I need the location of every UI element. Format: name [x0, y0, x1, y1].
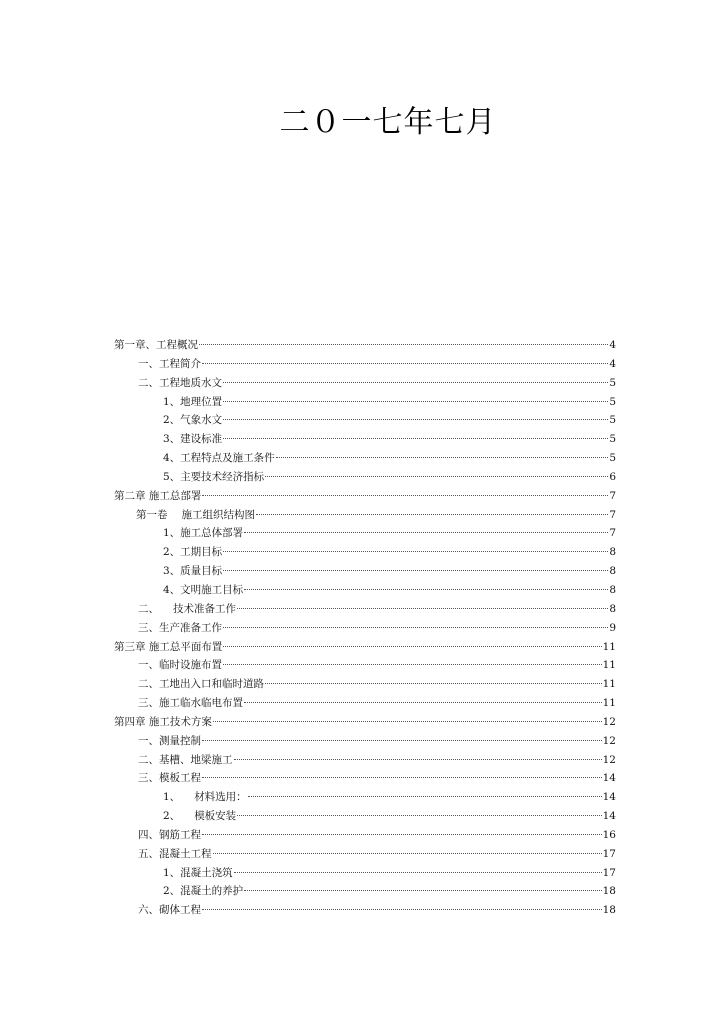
toc-entry-label-text: 模板安装 — [194, 810, 237, 823]
toc-entry-subsection[interactable] — [114, 562, 616, 581]
toc-entry-label: 二、工地出入口和临时道路 — [138, 678, 264, 691]
toc-entry-subsection[interactable] — [114, 430, 616, 449]
toc-leader-dots — [223, 382, 608, 383]
toc-page-number: 5 — [609, 414, 616, 427]
toc-entry-label-prefix: 2、 — [163, 810, 181, 823]
toc-entry-subsection[interactable] — [114, 788, 616, 807]
toc-leader-dots — [202, 363, 608, 364]
toc-leader-dots — [223, 438, 608, 439]
toc-entry-section[interactable] — [114, 374, 616, 393]
toc-leader-dots — [202, 495, 608, 496]
toc-entry-section[interactable] — [114, 751, 616, 770]
toc-page-number: 8 — [609, 565, 616, 578]
toc-page-number: 4 — [609, 357, 616, 370]
toc-entry-label — [136, 506, 255, 525]
toc-entry-label: 第一章、工程概况 — [114, 339, 198, 351]
toc-entry-section[interactable] — [114, 826, 616, 845]
toc-entry-label: 三、施工临水临电布置 — [138, 697, 243, 710]
toc-page-number: 14 — [602, 810, 616, 823]
toc-entry-chapter-4[interactable] — [114, 713, 616, 732]
toc-page-number: 11 — [602, 697, 616, 710]
toc-page-number: 11 — [602, 659, 616, 672]
toc-entry-label: 3、建设标准 — [163, 433, 223, 446]
toc-leader-dots — [276, 457, 609, 458]
toc-leader-dots — [244, 589, 608, 590]
toc-entry-subsection[interactable] — [114, 468, 616, 487]
toc-entry-label: 1、混凝土浇筑 — [163, 866, 233, 879]
toc-entry-chapter-3[interactable] — [114, 638, 616, 657]
toc-entry-label: 2、气象水文 — [163, 414, 223, 427]
toc-entry-subsection[interactable] — [114, 449, 616, 468]
toc-leader-dots — [202, 740, 602, 741]
toc-page-number: 8 — [609, 583, 616, 596]
toc-leader-dots — [237, 815, 601, 816]
toc-page-number: 4 — [609, 339, 616, 351]
toc-entry-label: 三、生产准备工作 — [138, 621, 222, 634]
toc-page-number: 5 — [609, 376, 616, 389]
toc-page-number: 14 — [602, 772, 616, 785]
toc-entry-label: 1、施工总体部署 — [163, 527, 244, 540]
toc-entry-label: 六、砌体工程 — [138, 904, 201, 917]
toc-entry-label: 第四章 施工技术方案 — [114, 715, 212, 728]
toc-entry-label: 一、测量控制 — [138, 734, 201, 747]
toc-page-number: 6 — [609, 470, 616, 483]
toc-entry-label: 二、基槽、地梁施工 — [138, 753, 233, 766]
toc-entry-label: 5、主要技术经济指标 — [163, 470, 265, 483]
toc-leader-dots — [237, 608, 608, 609]
toc-entry-label — [163, 807, 236, 826]
toc-entry-label: 一、工程简介 — [138, 357, 201, 370]
toc-page-number: 9 — [609, 621, 616, 634]
toc-entry-section[interactable] — [114, 675, 616, 694]
toc-page-number: 17 — [602, 866, 616, 879]
toc-page-number: 18 — [602, 885, 616, 898]
toc-leader-dots — [234, 759, 602, 760]
toc-entry-label: 4、文明施工目标 — [163, 583, 244, 596]
toc-entry-chapter-2[interactable] — [114, 487, 616, 506]
toc-leader-dots — [202, 777, 602, 778]
toc-entry-label-text: 施工组织结构图 — [181, 508, 255, 521]
toc-entry-subsection[interactable] — [114, 524, 616, 543]
toc-entry-label: 2、混凝土的养护 — [163, 885, 244, 898]
toc-entry-label: 2、工期目标 — [163, 546, 223, 559]
toc-leader-dots — [244, 890, 601, 891]
toc-page-number: 17 — [602, 847, 616, 860]
toc-leader-dots — [213, 721, 602, 722]
toc-leader-dots — [223, 627, 608, 628]
toc-entry-label-text: 技术准备工作 — [173, 602, 236, 615]
toc-leader-dots — [223, 646, 601, 647]
toc-entry-subsection[interactable] — [114, 882, 616, 901]
toc-page-number: 18 — [602, 904, 616, 917]
toc-entry-label: 4、工程特点及施工条件 — [163, 452, 275, 465]
toc-entry-label: 第二章 施工总部署 — [114, 489, 202, 502]
toc-page-number: 12 — [602, 753, 616, 766]
toc-entry-section[interactable] — [114, 600, 616, 619]
toc-entry-section[interactable] — [114, 506, 616, 525]
toc-entry-label: 三、模板工程 — [138, 772, 201, 785]
toc-leader-dots — [213, 853, 602, 854]
toc-page-number: 12 — [602, 715, 616, 728]
toc-page-number: 11 — [602, 678, 616, 691]
toc-entry-section[interactable] — [114, 769, 616, 788]
toc-entry-label-prefix: 第一卷 — [136, 508, 168, 521]
toc-page-number: 7 — [609, 508, 616, 521]
toc-entry-label: 五、混凝土工程 — [138, 847, 212, 860]
toc-page-number: 5 — [609, 452, 616, 465]
toc-entry-label-prefix: 1、 — [163, 791, 181, 804]
toc-entry-label: 一、临时设施布置 — [138, 659, 222, 672]
table-of-contents — [114, 336, 616, 920]
toc-entry-subsection[interactable] — [114, 807, 616, 826]
toc-entry-section[interactable] — [114, 901, 616, 920]
toc-page-number: 12 — [602, 734, 616, 747]
toc-entry-label-text: 材料选用： — [194, 791, 247, 804]
toc-leader-dots — [223, 664, 602, 665]
toc-leader-dots — [202, 909, 602, 910]
toc-page-number: 16 — [602, 828, 616, 841]
toc-entry-label: 3、质量目标 — [163, 565, 223, 578]
toc-entry-label: 1、地理位置 — [163, 395, 223, 408]
toc-leader-dots — [202, 834, 602, 835]
toc-entry-label-prefix: 二、 — [138, 602, 159, 615]
toc-entry-label — [163, 788, 247, 807]
toc-page-number: 8 — [609, 602, 616, 615]
toc-leader-dots — [248, 796, 602, 797]
toc-leader-dots — [223, 401, 608, 402]
toc-entry-section[interactable] — [114, 732, 616, 751]
toc-leader-dots — [256, 514, 608, 515]
toc-entry-subsection[interactable] — [114, 411, 616, 430]
toc-entry-label — [138, 600, 236, 619]
toc-page-number: 14 — [602, 791, 616, 804]
toc-page-number: 7 — [609, 489, 616, 502]
toc-page-number: 11 — [602, 640, 616, 653]
toc-leader-dots — [265, 476, 608, 477]
toc-entry-section[interactable] — [114, 694, 616, 713]
toc-entry-subsection[interactable] — [114, 543, 616, 562]
toc-page-number: 8 — [609, 546, 616, 559]
toc-page-number: 5 — [609, 433, 616, 446]
toc-leader-dots — [223, 419, 608, 420]
toc-entry-subsection[interactable] — [114, 864, 616, 883]
toc-leader-dots — [199, 344, 608, 345]
toc-page-number: 5 — [609, 395, 616, 408]
toc-entry-section[interactable] — [114, 656, 616, 675]
toc-entry-section[interactable] — [114, 845, 616, 864]
toc-entry-label: 四、钢筋工程 — [138, 828, 201, 841]
toc-entry-section[interactable] — [114, 355, 616, 374]
toc-entry-label: 二、工程地质水文 — [138, 376, 222, 389]
toc-leader-dots — [244, 702, 602, 703]
toc-entry-label: 第三章 施工总平面布置 — [114, 640, 223, 653]
toc-entry-subsection[interactable] — [114, 393, 616, 412]
toc-entry-subsection[interactable] — [114, 581, 616, 600]
toc-leader-dots — [223, 551, 608, 552]
toc-leader-dots — [234, 872, 602, 873]
document-date-title: 二０一七年七月 — [279, 105, 497, 140]
toc-page-number: 7 — [609, 527, 616, 540]
toc-entry-section[interactable] — [114, 619, 616, 638]
toc-entry-chapter-1[interactable] — [114, 336, 616, 355]
toc-leader-dots — [223, 570, 608, 571]
toc-leader-dots — [244, 532, 608, 533]
toc-leader-dots — [265, 683, 602, 684]
